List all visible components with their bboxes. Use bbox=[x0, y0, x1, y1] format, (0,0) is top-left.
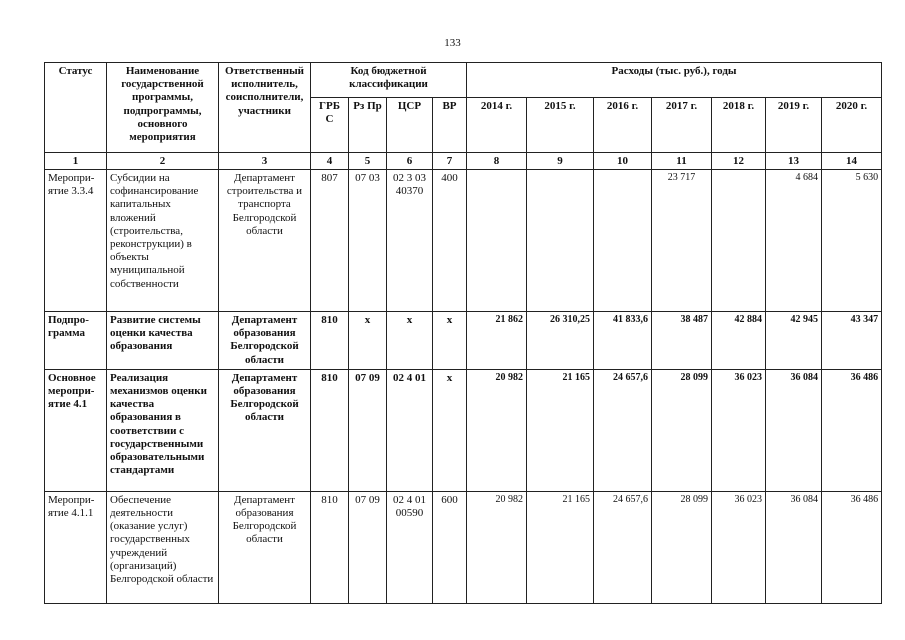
row-value bbox=[527, 170, 594, 312]
table-row bbox=[45, 170, 882, 312]
header-status: Статус bbox=[45, 63, 107, 153]
row-grbs: 810 bbox=[311, 312, 349, 370]
row-value: 4 684 bbox=[766, 170, 822, 312]
header-grbs: ГРБ С bbox=[311, 98, 349, 153]
column-number: 1 bbox=[45, 153, 107, 170]
row-executor: Департамент образования Белгородской области bbox=[219, 312, 311, 370]
row-value bbox=[594, 170, 652, 312]
row-value: 38 487 bbox=[652, 312, 712, 370]
row-value: 36 084 bbox=[766, 369, 822, 491]
row-value: 20 982 bbox=[467, 369, 527, 491]
row-csr: 02 4 01 bbox=[387, 369, 433, 491]
row-value: 41 833,6 bbox=[594, 312, 652, 370]
column-number: 13 bbox=[766, 153, 822, 170]
column-number: 14 bbox=[822, 153, 882, 170]
column-number: 8 bbox=[467, 153, 527, 170]
row-executor: Департамент образования Белгородской области bbox=[219, 491, 311, 603]
header-year: 2014 г. bbox=[467, 98, 527, 153]
header-budget-code: Код бюджетной классификации bbox=[311, 63, 467, 98]
header-year: 2018 г. bbox=[712, 98, 766, 153]
row-grbs: 810 bbox=[311, 369, 349, 491]
row-value: 24 657,6 bbox=[594, 369, 652, 491]
row-value: 20 982 bbox=[467, 491, 527, 603]
header-year: 2017 г. bbox=[652, 98, 712, 153]
column-number-row bbox=[45, 153, 882, 170]
header-name: Наименование государственной программы, подпрограммы, основного мероприятия bbox=[107, 63, 219, 153]
table-row bbox=[45, 491, 882, 603]
column-number: 9 bbox=[527, 153, 594, 170]
page-number: 133 bbox=[444, 37, 461, 49]
header-year: 2019 г. bbox=[766, 98, 822, 153]
row-value: 36 084 bbox=[766, 491, 822, 603]
row-grbs: 810 bbox=[311, 491, 349, 603]
row-value bbox=[467, 170, 527, 312]
row-value: 24 657,6 bbox=[594, 491, 652, 603]
header-year: 2016 г. bbox=[594, 98, 652, 153]
column-number: 5 bbox=[349, 153, 387, 170]
row-value: 21 165 bbox=[527, 369, 594, 491]
column-number: 6 bbox=[387, 153, 433, 170]
row-grbs: 807 bbox=[311, 170, 349, 312]
row-value: 23 717 bbox=[652, 170, 712, 312]
row-csr: х bbox=[387, 312, 433, 370]
row-value: 26 310,25 bbox=[527, 312, 594, 370]
row-name: Субсидии на софинансирование капитальных вложений (строительства, реконструкции) в объекты муниципальной собственности bbox=[107, 170, 219, 312]
row-value: 42 945 bbox=[766, 312, 822, 370]
column-number: 11 bbox=[652, 153, 712, 170]
header-year: 2015 г. bbox=[527, 98, 594, 153]
row-value: 36 486 bbox=[822, 491, 882, 603]
budget-table bbox=[44, 62, 882, 604]
row-status: Подпро-грамма bbox=[45, 312, 107, 370]
row-csr: 02 3 03 40370 bbox=[387, 170, 433, 312]
header-rzpr: Рз Пр bbox=[349, 98, 387, 153]
row-status: Меропри-ятие 4.1.1 bbox=[45, 491, 107, 603]
row-name: Реализация механизмов оценки качества образования в соответствии с государственными образовательными стандартами bbox=[107, 369, 219, 491]
column-number: 3 bbox=[219, 153, 311, 170]
row-value: 36 023 bbox=[712, 491, 766, 603]
table-row bbox=[45, 369, 882, 491]
row-executor: Департамент образования Белгородской области bbox=[219, 369, 311, 491]
column-number: 2 bbox=[107, 153, 219, 170]
row-name: Развитие системы оценки качества образования bbox=[107, 312, 219, 370]
table-row bbox=[45, 312, 882, 370]
row-vr: х bbox=[433, 369, 467, 491]
row-value: 42 884 bbox=[712, 312, 766, 370]
row-status: Меропри-ятие 3.3.4 bbox=[45, 170, 107, 312]
header-expenses: Расходы (тыс. руб.), годы bbox=[467, 63, 882, 98]
column-number: 12 bbox=[712, 153, 766, 170]
row-vr: х bbox=[433, 312, 467, 370]
row-value: 21 165 bbox=[527, 491, 594, 603]
header-vr: ВР bbox=[433, 98, 467, 153]
row-status: Основное меропри-ятие 4.1 bbox=[45, 369, 107, 491]
column-number: 4 bbox=[311, 153, 349, 170]
row-rzpr: 07 09 bbox=[349, 491, 387, 603]
row-vr: 600 bbox=[433, 491, 467, 603]
row-rzpr: 07 09 bbox=[349, 369, 387, 491]
row-value bbox=[712, 170, 766, 312]
column-number: 10 bbox=[594, 153, 652, 170]
row-value: 5 630 bbox=[822, 170, 882, 312]
row-value: 28 099 bbox=[652, 491, 712, 603]
header-csr: ЦСР bbox=[387, 98, 433, 153]
row-rzpr: 07 03 bbox=[349, 170, 387, 312]
header-year: 2020 г. bbox=[822, 98, 882, 153]
row-value: 28 099 bbox=[652, 369, 712, 491]
row-rzpr: х bbox=[349, 312, 387, 370]
row-value: 36 486 bbox=[822, 369, 882, 491]
row-name: Обеспечение деятельности (оказание услуг) государственных учреждений (организаций) Белгородской области bbox=[107, 491, 219, 603]
row-value: 21 862 bbox=[467, 312, 527, 370]
header-executor: Ответственный исполнитель, соисполнители, участники bbox=[219, 63, 311, 153]
row-value: 36 023 bbox=[712, 369, 766, 491]
row-vr: 400 bbox=[433, 170, 467, 312]
column-number: 7 bbox=[433, 153, 467, 170]
row-executor: Департамент строительства и транспорта Белгородской области bbox=[219, 170, 311, 312]
row-value: 43 347 bbox=[822, 312, 882, 370]
row-csr: 02 4 01 00590 bbox=[387, 491, 433, 603]
